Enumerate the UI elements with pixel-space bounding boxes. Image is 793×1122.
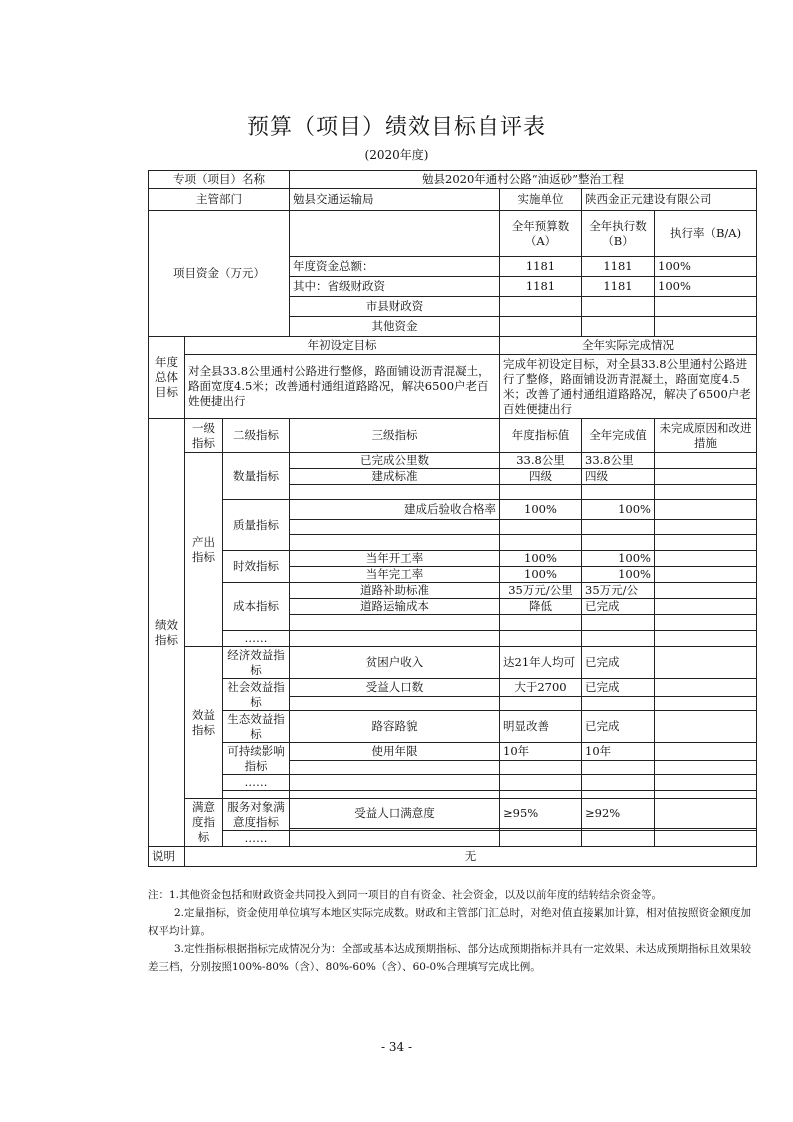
indicator-name: 已完成公里数 [290, 453, 500, 469]
table-row [149, 419, 757, 453]
funds-rate [655, 297, 757, 317]
funds-budget [500, 317, 582, 337]
h-target: 年度指标值 [500, 419, 582, 453]
funds-blank-header [290, 211, 500, 257]
indicator-target: 33.8公里 [500, 453, 582, 469]
satisfaction-indicator-label: 满意度指标 [185, 799, 223, 847]
remark-label: 说明 [149, 847, 185, 867]
indicator-name: 道路运输成本 [290, 599, 500, 615]
ellipsis-cell: …… [223, 775, 290, 791]
table-row [149, 211, 757, 257]
footnotes [148, 886, 758, 976]
funds-exec: 1181 [582, 277, 655, 297]
indicator-name: 贫困户收入 [290, 647, 500, 679]
funds-row-label: 其中：省级财政资 [290, 277, 500, 297]
indicator-target: 降低 [500, 599, 582, 615]
h-level2: 二级指标 [223, 419, 290, 453]
eco-indicator: 生态效益指标 [223, 711, 290, 743]
indicator-target: 100% [500, 551, 582, 567]
table-row [149, 831, 757, 847]
goals-set-text: 对全县33.8公里通村公路进行整修，路面铺设沥青混凝土，路面宽度4.5米；改善通村通组道路路况，解决6500户老百姓便捷出行 [185, 355, 500, 419]
funds-rate: 100% [655, 277, 757, 297]
ellipsis-cell: …… [223, 631, 290, 647]
funds-row-label: 市县财政资 [290, 297, 500, 317]
funds-row-label: 年度资金总额： [290, 257, 500, 277]
h-level3: 三级指标 [290, 419, 500, 453]
table-row [149, 799, 757, 829]
table-row [149, 551, 757, 567]
indicator-actual: 已完成 [582, 647, 655, 679]
funds-budget: 1181 [500, 277, 582, 297]
indicator-target: 大于2700 [500, 679, 582, 697]
h-actual: 全年完成值 [582, 419, 655, 453]
indicator-actual: 100% [582, 551, 655, 567]
indicator-actual: 已完成 [582, 711, 655, 743]
impl-value: 陕西金正元建设有限公司 [582, 189, 757, 211]
indicator-target: ≥95% [500, 799, 582, 829]
table-row [149, 631, 757, 647]
indicator-target: 100% [500, 567, 582, 583]
indicator-actual: 35万元/公 [582, 583, 655, 599]
indicator-actual: 已完成 [582, 599, 655, 615]
indicator-actual: ≥92% [582, 799, 655, 829]
funds-col-exec: 全年执行数（B） [582, 211, 655, 257]
indicator-actual: 100% [582, 500, 655, 520]
funds-row-label: 其他资金 [290, 317, 500, 337]
indicator-name: 当年开工率 [290, 551, 500, 567]
h-level1: 一级指标 [185, 419, 223, 453]
goals-col-set: 年初设定目标 [185, 337, 500, 355]
output-indicator-label: 产出指标 [185, 453, 223, 647]
table-row [149, 679, 757, 697]
funds-budget [500, 297, 582, 317]
funds-col-rate: 执行率（B/A) [655, 211, 757, 257]
goals-done-text: 完成年初设定目标，对全县33.8公里通村公路进行了整修，路面铺设沥青混凝土，路面宽度4.5米；改善了通村通组道路路况，解决了6500户老百姓便捷出行 [500, 355, 757, 419]
funds-rate: 100% [655, 257, 757, 277]
indicator-name: 建成后验收合格率 [290, 500, 500, 520]
indicator-target: 达21年人均可 [500, 647, 582, 679]
indicator-actual: 100% [582, 567, 655, 583]
indicator-actual: 10年 [582, 743, 655, 761]
table-row [149, 583, 757, 599]
table-row [149, 791, 757, 799]
indicator-target: 100% [500, 500, 582, 520]
funds-exec: 1181 [582, 257, 655, 277]
footnote: 注：1.其他资金包括和财政资金共同投入到同一项目的自有资金、社会资金，以及以前年度的结转结余资金等。 [148, 889, 663, 901]
indicator-name: 建成标准 [290, 469, 500, 485]
sustain-indicator: 可持续影响指标 [223, 743, 290, 775]
quantity-indicator: 数量指标 [223, 453, 290, 500]
table-row [149, 647, 757, 679]
page-title: 预算（项目）绩效目标自评表 [246, 115, 546, 140]
project-name-label: 专项（项目）名称 [149, 171, 290, 189]
funds-label: 项目资金（万元） [149, 211, 290, 337]
table-row [149, 847, 757, 867]
table-row [149, 743, 757, 761]
project-name-value: 勉县2020年通村公路“油返砂”整治工程 [290, 171, 757, 189]
funds-col-budget: 全年预算数（A） [500, 211, 582, 257]
ellipsis-cell: …… [223, 831, 290, 847]
indicator-name: 当年完工率 [290, 567, 500, 583]
table-row [149, 711, 757, 743]
table-row [149, 355, 757, 419]
indicator-actual: 四级 [582, 469, 655, 485]
page-number: - 34 - [380, 1040, 412, 1054]
indicator-target: 35万元/公里 [500, 583, 582, 599]
funds-exec [582, 297, 655, 317]
indicator-target: 10年 [500, 743, 582, 761]
dept-value: 勉县交通运输局 [290, 189, 500, 211]
h-reason: 未完成原因和改进措施 [655, 419, 757, 453]
footnote: 3.定性指标根据指标完成情况分为：全部或基本达成预期指标、部分达成预期指标并具有一定效果、未达成预期指标且效果较差三档，分别按照100%-80%（含）、80%-60%（含）、60-0%合理填写完成比例。 [148, 943, 752, 973]
indicator-name: 受益人口数 [290, 679, 500, 697]
goals-col-done: 全年实际完成情况 [500, 337, 757, 355]
indicator-target: 四级 [500, 469, 582, 485]
indicator-name: 使用年限 [290, 743, 500, 761]
indicator-name: 受益人口满意度 [290, 799, 500, 829]
table-row [149, 500, 757, 520]
dept-label: 主管部门 [149, 189, 290, 211]
indicator-name: 路容路貌 [290, 711, 500, 743]
table-row [149, 453, 757, 469]
impl-label: 实施单位 [500, 189, 582, 211]
remark-value: 无 [185, 847, 757, 867]
cost-indicator: 成本指标 [223, 583, 290, 631]
funds-budget: 1181 [500, 257, 582, 277]
indicators-label: 绩效指标 [149, 419, 185, 847]
table-row [149, 775, 757, 791]
timeliness-indicator: 时效指标 [223, 551, 290, 583]
indicator-actual: 已完成 [582, 679, 655, 697]
funds-rate [655, 317, 757, 337]
quality-indicator: 质量指标 [223, 500, 290, 551]
social-indicator: 社会效益指标 [223, 679, 290, 711]
goals-label: 年度总体目标 [149, 337, 185, 419]
indicator-actual: 33.8公里 [582, 453, 655, 469]
table-row [149, 189, 757, 211]
indicator-target: 明显改善 [500, 711, 582, 743]
table-row [149, 171, 757, 189]
service-indicator: 服务对象满意度指标 [223, 799, 290, 831]
self-evaluation-table [148, 170, 757, 867]
econ-indicator: 经济效益指标 [223, 647, 290, 679]
benefit-indicator-label: 效益指标 [185, 647, 223, 799]
funds-exec [582, 317, 655, 337]
year-subtitle: (2020年度) [364, 148, 429, 162]
table-row [149, 337, 757, 355]
indicator-name: 道路补助标准 [290, 583, 500, 599]
footnote: 2.定量指标，资金使用单位填写本地区实际完成数。财政和主管部门汇总时，对绝对值直接累加计算，相对值按照资金额度加权平均计算。 [148, 907, 752, 937]
